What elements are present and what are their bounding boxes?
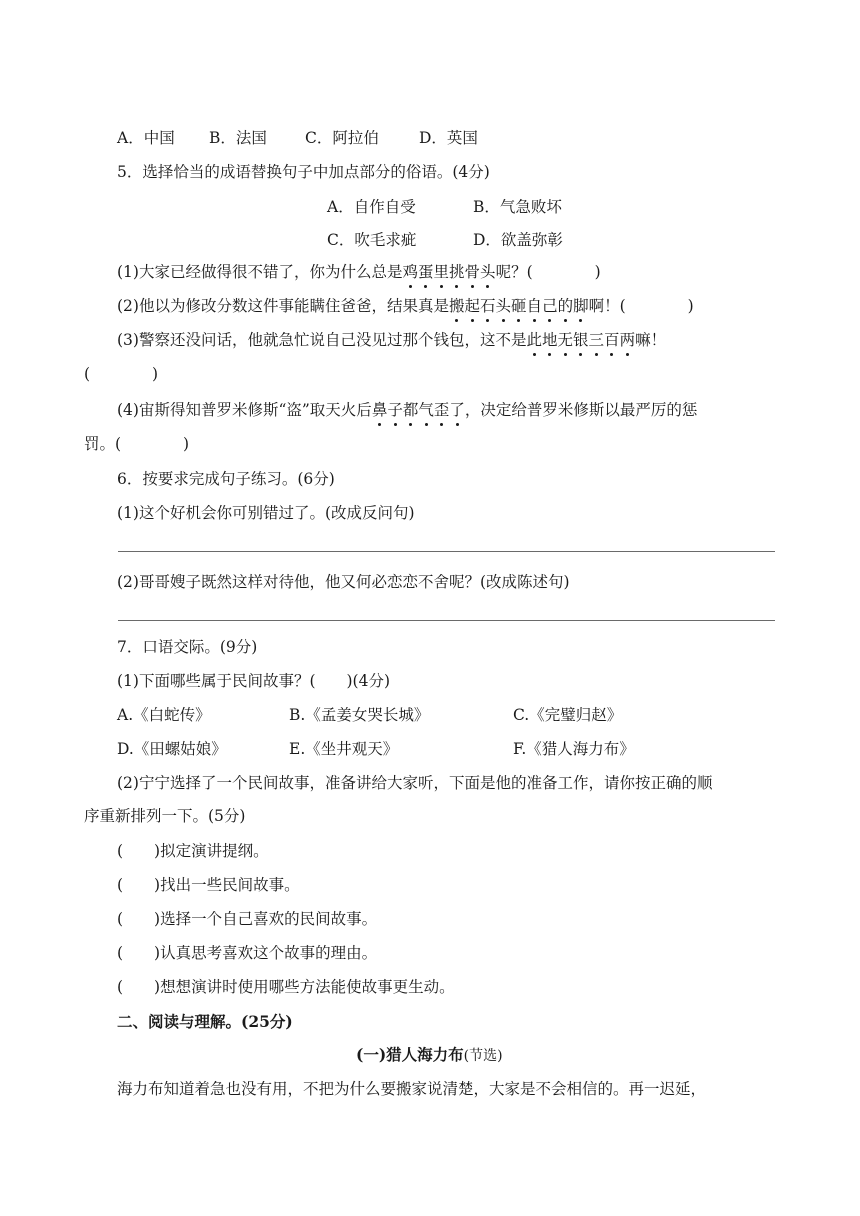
emphasis-char: 鸡 [402, 263, 418, 281]
q7-option-b: B.《孟姜女哭长城》 [289, 706, 430, 724]
q5-item-4-continuation: 罚。( ) [84, 435, 190, 453]
q7-option-e: E.《坐井观天》 [289, 740, 399, 758]
emphasis-char: 气 [418, 401, 434, 419]
q5-item-1-pre: (1)大家已经做得很不错了，你为什么总是 [117, 263, 403, 281]
q5-item-3-dotted [526, 331, 635, 349]
emphasis-char: 百 [604, 331, 620, 349]
emphasis-char: 砸 [511, 297, 527, 315]
q4-option-b: B．法国 [209, 129, 267, 147]
emphasis-char: 两 [619, 331, 636, 349]
q6-answer-line-1[interactable] [118, 551, 775, 552]
q7-sub1: (1)下面哪些属于民间故事？( )(4分) [117, 672, 391, 690]
q5-title: 5．选择恰当的成语替换句子中加点部分的俗语。(4分) [117, 163, 490, 181]
q7-title: 7．口语交际。(9分) [117, 638, 258, 656]
q7-step-4: ( )认真思考喜欢这个故事的理由。 [117, 944, 378, 962]
emphasis-char: 无 [557, 331, 574, 349]
emphasis-char: 起 [464, 297, 480, 315]
q7-option-c: C.《完璧归赵》 [513, 706, 623, 724]
q5-item-1 [117, 262, 601, 282]
emphasis-char: 石 [480, 297, 496, 315]
q7-option-d: D.《田螺姑娘》 [117, 740, 227, 758]
emphasis-char: 自 [526, 297, 543, 315]
emphasis-char: 头 [495, 297, 512, 315]
q7-option-a: A.《白蛇传》 [117, 706, 211, 724]
q5-option-b: B．气急败坏 [473, 198, 562, 216]
emphasis-char: 里 [433, 263, 450, 281]
q5-option-d: D．欲盖弥彰 [473, 231, 563, 249]
emphasis-char: 了 [449, 401, 465, 419]
passage-note: (节选) [463, 1048, 503, 1064]
emphasis-char: 三 [588, 331, 605, 349]
q5-item-4 [117, 400, 697, 420]
q5-item-4-pre: (4)宙斯得知普罗米修斯“盗”取天火后 [117, 401, 372, 419]
q5-option-c: C．吹毛求疵 [327, 231, 417, 249]
emphasis-char: 银 [573, 331, 589, 349]
q6-item-1: (1)这个好机会你可别错过了。(改成反问句) [117, 504, 415, 522]
q4-option-c: C．阿拉伯 [305, 129, 379, 147]
q5-item-4-post: ，决定给普罗米修斯以最严厉的惩 [464, 401, 698, 419]
q5-item-1-dotted [402, 263, 495, 281]
q7-step-3: ( )选择一个自己喜欢的民间故事。 [117, 910, 378, 928]
emphasis-char: 蛋 [417, 263, 434, 281]
passage-title: (一)猎人海力布 [356, 1045, 464, 1064]
q5-item-4-dotted [372, 401, 465, 419]
q5-option-a: A．自作自受 [327, 198, 416, 216]
q7-option-f: F.《猎人海力布》 [513, 740, 635, 758]
emphasis-char: 的 [557, 297, 574, 315]
q4-option-a: A．中国 [117, 129, 175, 147]
q6-item-2: (2)哥哥嫂子既然这样对待他，他又何必恋恋不舍呢？(改成陈述句) [117, 573, 570, 591]
passage-line-1: 海力布知道着急也没有用，不把为什么要搬家说清楚，大家是不会相信的。再一迟延， [117, 1080, 707, 1098]
q6-answer-line-2[interactable] [118, 620, 775, 621]
emphasis-char: 地 [541, 331, 558, 349]
q5-item-2-dotted [449, 297, 589, 315]
q5-item-3 [117, 330, 666, 350]
emphasis-char: 搬 [448, 297, 465, 315]
emphasis-char: 脚 [573, 297, 589, 315]
emphasis-char: 鼻 [371, 401, 388, 419]
section2-heading: 二、阅读与理解。(25分) [117, 1012, 293, 1031]
q7-step-5: ( )想想演讲时使用哪些方法能使故事更生动。 [117, 978, 455, 996]
q7-sub2-line-2: 序重新排列一下。(5分) [84, 807, 246, 825]
emphasis-char: 此 [526, 331, 542, 349]
q5-item-1-post: 呢？( ) [495, 263, 601, 281]
q6-title: 6．按要求完成句子练习。(6分) [117, 470, 335, 488]
q5-item-3-continuation: ( ) [84, 365, 159, 383]
emphasis-char: 歪 [433, 401, 450, 419]
q5-item-3-post: 嘛！ [635, 331, 667, 349]
emphasis-char: 挑 [449, 263, 465, 281]
passage-title-row [356, 1045, 503, 1066]
emphasis-char: 骨 [464, 263, 481, 281]
q7-sub2-line-1: (2)宁宁选择了一个民间故事，准备讲给大家听，下面是他的准备工作，请你按正确的顺 [117, 774, 713, 792]
emphasis-char: 头 [480, 263, 496, 281]
emphasis-char: 己 [542, 297, 558, 315]
q5-item-3-pre: (3)警察还没问话，他就急忙说自己没见过那个钱包，这不是 [117, 331, 527, 349]
q4-option-d: D．英国 [419, 129, 478, 147]
q7-step-2: ( )找出一些民间故事。 [117, 876, 300, 894]
q5-item-2-post: 啊！( ) [588, 297, 694, 315]
q7-step-1: ( )拟定演讲提纲。 [117, 842, 269, 860]
q5-item-2-pre: (2)他以为修改分数这件事能瞒住爸爸，结果真是 [117, 297, 449, 315]
emphasis-char: 都 [402, 401, 419, 419]
q5-item-2 [117, 296, 694, 316]
emphasis-char: 子 [387, 401, 403, 419]
